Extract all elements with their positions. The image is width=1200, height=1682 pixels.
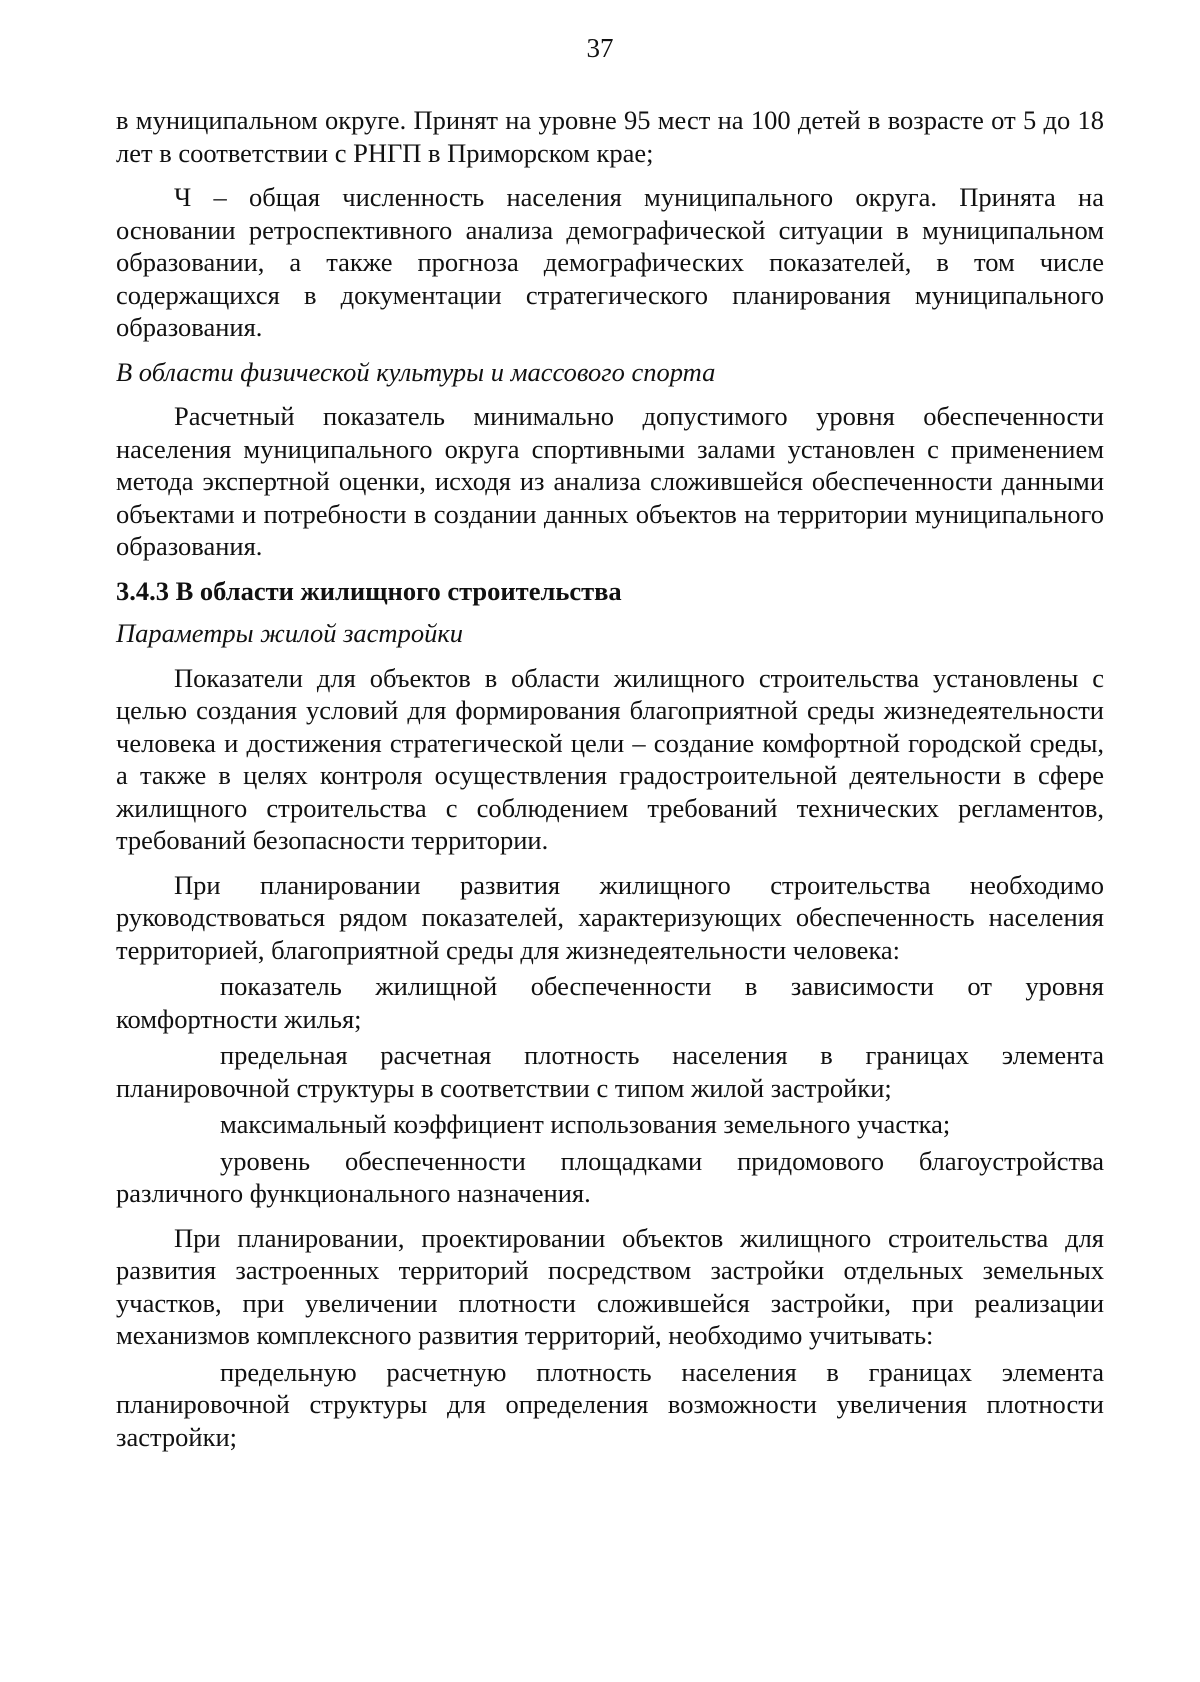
document-body (116, 104, 1104, 1453)
subheading-residential-params: Параметры жилой застройки (116, 618, 463, 648)
paragraph-continuation: в муниципальном округе. Принят на уровне 95 мест на 100 детей в возрасте от 5 до 18 лет в соответствии с РНГП в Приморском крае; (116, 105, 1104, 168)
list-item: показатель жилищной обеспеченности в зависимости от уровня комфортности жилья; (116, 971, 1104, 1034)
page-number: 37 (586, 33, 614, 63)
subheading-sport: В области физической культуры и массового спорта (116, 356, 716, 387)
paragraph-housing-indicators: Показатели для объектов в области жилищного строительства установлены с целью создания условий для формирования благоприятной среды жизнедеятельности человека и достижения стратегической цели – создание комфортной городской среды, а также в целях контроля осуществления градостроительной деятельности в сфере жилищного строительства с соблюдением требований технических регламентов, требований безопасности территории. (116, 662, 1104, 855)
list-item: максимальный коэффициент использования земельного участка; (220, 1109, 951, 1139)
paragraph-design-considerations: При планировании, проектировании объектов жилищного строительства для развития застроенных территорий посредством застройки отдельных земельных участков, при увеличении плотности сложившейся застройки, при реализации механизмов комплексного развития территорий, необходимо учитывать: (116, 1222, 1104, 1350)
list-item: предельную расчетную плотность населения в границах элемента планировочной структуры для определения возможности увеличения плотности застройки; (116, 1356, 1104, 1452)
paragraph-population-definition: Ч – общая численность населения муниципального округа. Принята на основании ретроспективного анализа демографической ситуации в муниципальном образовании, а также прогноза демографических показателей, в том числе содержащихся в документации стратегического планирования муниципального образования. (116, 182, 1104, 342)
paragraph-planning-guidance: При планировании развития жилищного строительства необходимо руководствоваться рядом показателей, характеризующих обеспеченность населения территорией, благоприятной среды для жизнедеятельности человека: (116, 869, 1104, 965)
section-heading-housing: 3.4.3 В области жилищного строительства (116, 575, 622, 606)
list-item: уровень обеспеченности площадками придомового благоустройства различного функционального назначения. (116, 1145, 1104, 1208)
paragraph-sport-halls: Расчетный показатель минимально допустимого уровня обеспеченности населения муниципального округа спортивными залами установлен с применением метода экспертной оценки, исходя из анализа сложившейся обеспеченности данными объектами и потребности в создании данных объектов на территории муниципального образования. (116, 401, 1104, 561)
list-item: предельная расчетная плотность населения в границах элемента планировочной структуры в соответствии с типом жилой застройки; (116, 1040, 1104, 1103)
